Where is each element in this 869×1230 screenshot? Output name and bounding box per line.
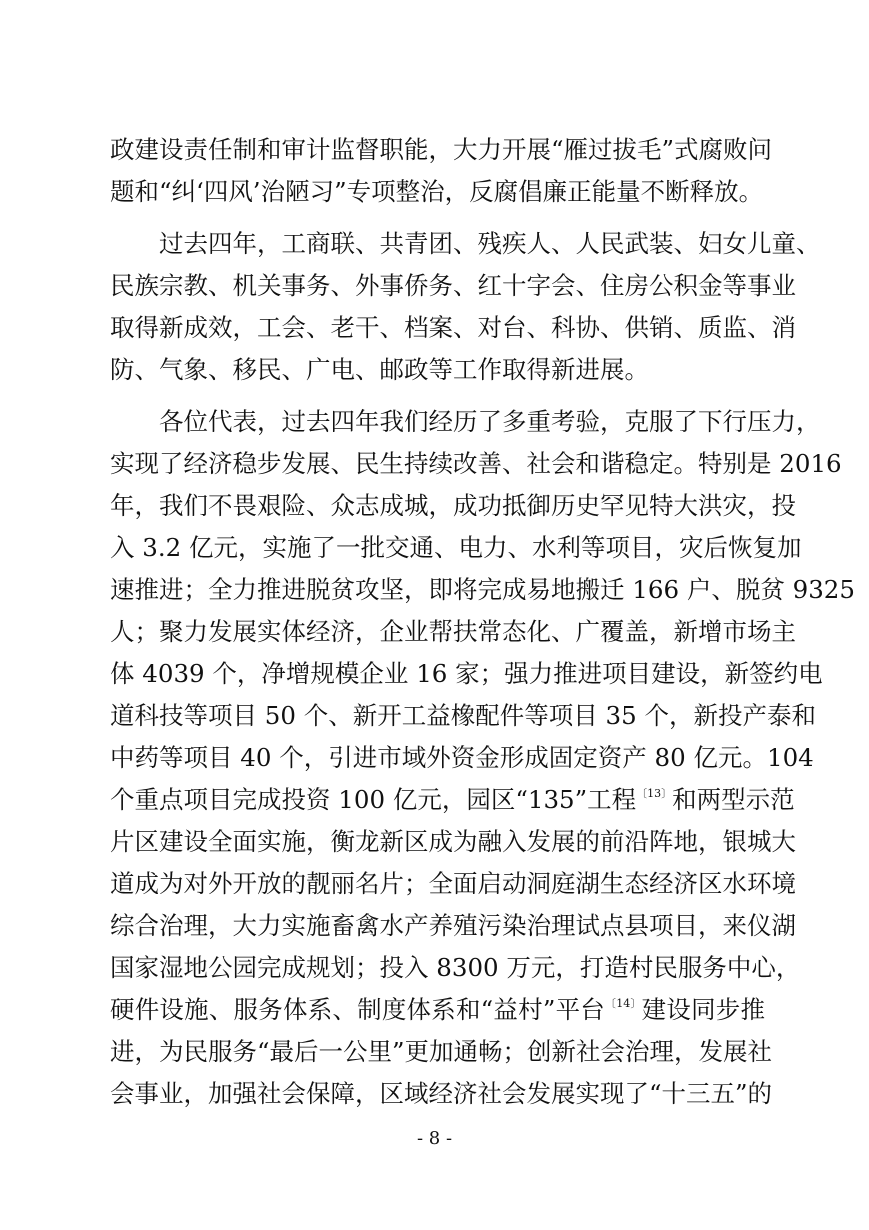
text-line: 入 3.2 亿元，实施了一批交通、电力、水利等项目，灾后恢复加: [110, 533, 802, 562]
text-line: 中药等项目 40 个，引进市域外资金形成固定资产 80 亿元。104: [110, 743, 814, 772]
text-line: 会事业，加强社会保障，区域经济社会发展实现了“十三五”的: [110, 1079, 773, 1108]
page-number: - 8 -: [416, 1128, 453, 1149]
text-line: 实现了经济稳步发展、民生持续改善、社会和谐稳定。特别是 2016: [110, 449, 842, 478]
text-line: 题和“纠‘四风’治陋习”专项整治，反腐倡廉正能量不断释放。: [110, 177, 764, 206]
text-line: 政建设责任制和审计监督职能，大力开展“雁过拔毛”式腐败问: [110, 135, 773, 164]
text-line: 民族宗教、机关事务、外事侨务、红十字会、住房公积金等事业: [110, 271, 796, 300]
text-line: 人；聚力发展实体经济，企业帮扶常态化、广覆盖，新增市场主: [110, 617, 796, 646]
footnote-ref-14: 〔14〕: [605, 997, 642, 1010]
text-line: 年，我们不畏艰险、众志成城，成功抵御历史罕见特大洪灾，投: [110, 491, 796, 520]
text-segment: 建设同步推: [641, 995, 766, 1024]
text-segment: 个重点项目完成投资 100 亿元，园区“135”工程: [110, 785, 637, 814]
text-line: 取得新成效，工会、老干、档案、对台、科协、供销、质监、消: [110, 313, 796, 342]
text-line: 体 4039 个，净增规模企业 16 家；强力推进项目建设，新签约电: [110, 659, 823, 688]
text-line: 防、气象、移民、广电、邮政等工作取得新进展。: [110, 355, 649, 384]
text-line: 国家湿地公园完成规划；投入 8300 万元，打造村民服务中心，: [110, 953, 801, 982]
text-segment: 硬件设施、服务体系、制度体系和“益村”平台: [110, 995, 606, 1024]
text-line: 各位代表，过去四年我们经历了多重考验，克服了下行压力，: [159, 407, 821, 436]
text-line: 综合治理，大力实施畜禽水产养殖污染治理试点县项目，来仪湖: [110, 911, 796, 940]
footnote-ref-13: 〔13〕: [636, 787, 673, 800]
text-line: 道科技等项目 50 个、新开工益橡配件等项目 35 个，新投产泰和: [110, 701, 816, 730]
text-line: 道成为对外开放的靓丽名片；全面启动洞庭湖生态经济区水环境: [110, 869, 796, 898]
text-line-with-footnote: [110, 993, 765, 1032]
text-line: 过去四年，工商联、共青团、残疾人、人民武装、妇女儿童、: [159, 229, 821, 258]
text-line: 速推进；全力推进脱贫攻坚，即将完成易地搬迁 166 户、脱贫 9325: [110, 575, 855, 604]
text-line: 进，为民服务“最后一公里”更加通畅；创新社会治理，发展社: [110, 1037, 773, 1066]
text-line-with-footnote: [110, 783, 795, 822]
text-line: 片区建设全面实施，衡龙新区成为融入发展的前沿阵地，银城大: [110, 827, 796, 856]
text-segment: 和两型示范: [672, 785, 795, 814]
